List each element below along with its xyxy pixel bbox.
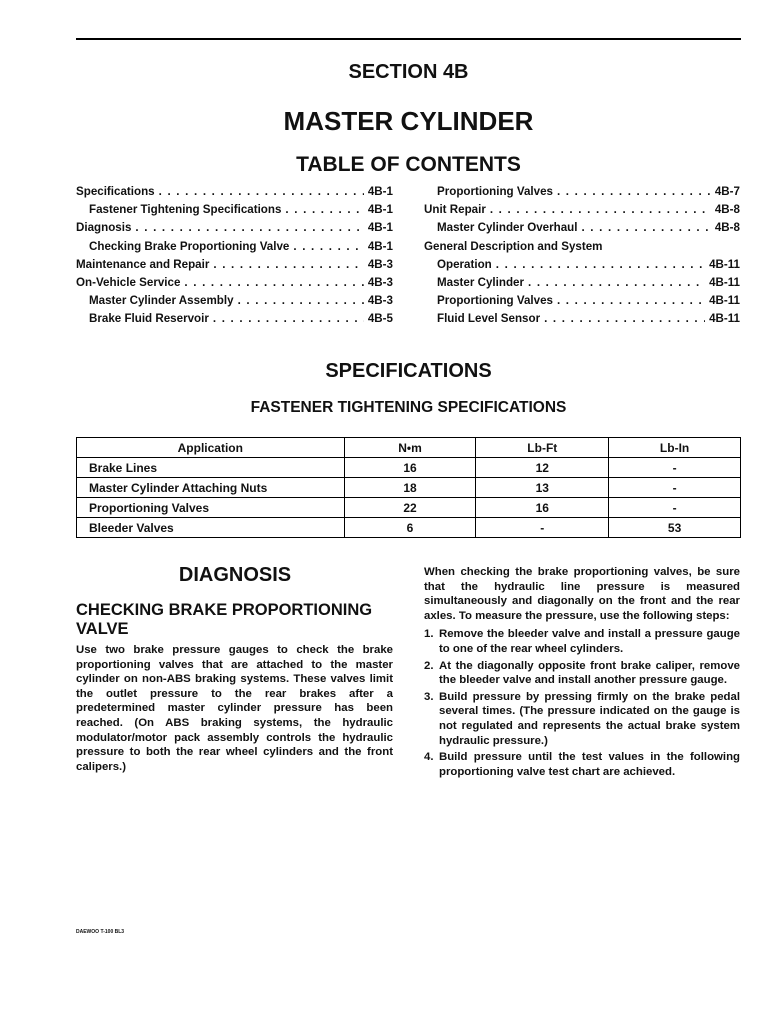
table-cell: - — [609, 498, 741, 518]
table-cell: 22 — [344, 498, 476, 518]
table-cell: 16 — [344, 458, 476, 478]
table-cell: - — [609, 458, 741, 478]
toc-entry[interactable]: Fluid Level Sensor . . . 4B-11 — [424, 310, 740, 328]
table-cell: 16 — [476, 498, 609, 518]
diagnosis-paragraph: Use two brake pressure gauges to check the brake proportioning valves that are attached to the master cylinder on non-ABS braking systems. These valves limit the outlet pressure to the rear brakes after a predetermined master cylinder pressure has been reached. (On ABS braking systems, the hydraulic modulator/motor pack assembly controls the hydraulic pressure to both the rear wheel cylinders and the front calipers.) — [76, 644, 393, 773]
toc-left-column — [76, 183, 393, 329]
toc-entry[interactable]: Master Cylinder Overhaul . . . 4B-8 — [424, 219, 740, 237]
toc-entry[interactable]: Proportioning Valves . . . 4B-11 — [424, 292, 740, 310]
table-cell: Proportioning Valves — [77, 498, 345, 518]
table-cell: - — [609, 478, 741, 498]
table-header-row — [77, 438, 741, 458]
toc-entry[interactable]: Master Cylinder . . . 4B-11 — [424, 274, 740, 292]
header-rule — [76, 38, 741, 40]
procedure-column — [424, 565, 740, 781]
toc-entry[interactable]: Unit Repair . . . 4B-8 — [424, 201, 740, 219]
toc-title: TABLE OF CONTENTS — [296, 153, 521, 176]
toc-entry[interactable]: On-Vehicle Service . . . 4B-3 — [76, 274, 393, 292]
toc-entry[interactable]: Specifications . . . 4B-1 — [76, 183, 393, 201]
list-item: 1. Remove the bleeder valve and install a pressure gauge to one of the rear wheel cylinders. — [424, 628, 740, 655]
table-row — [77, 458, 741, 478]
table-cell: Brake Lines — [77, 458, 345, 478]
toc-entry[interactable]: Maintenance and Repair . . . 4B-3 — [76, 256, 393, 274]
fastener-specs-heading: FASTENER TIGHTENING SPECIFICATIONS — [250, 399, 567, 416]
toc-entry[interactable]: Checking Brake Proportioning Valve . . . 4B-1 — [76, 238, 393, 256]
list-item: 4. Build pressure until the test values in the following proportioning valve test chart are achieved. — [424, 751, 740, 778]
toc-entry: General Description and System — [424, 239, 603, 253]
toc-entry[interactable]: Brake Fluid Reservoir . . . 4B-5 — [76, 310, 393, 328]
column-header: Application — [77, 438, 345, 458]
toc-entry[interactable]: Operation . . . 4B-11 — [424, 256, 740, 274]
table-row — [77, 518, 741, 538]
fastener-specs-table — [76, 437, 741, 538]
toc-entry[interactable]: Master Cylinder Assembly . . . 4B-3 — [76, 292, 393, 310]
footer-label: DAEWOO T-100 BL3 — [76, 929, 125, 935]
table-cell: 18 — [344, 478, 476, 498]
toc-right-column — [424, 183, 740, 329]
table-row — [77, 498, 741, 518]
toc-entry[interactable]: Proportioning Valves . . . 4B-7 — [424, 183, 740, 201]
column-header: N•m — [344, 438, 476, 458]
page-title: MASTER CYLINDER — [283, 106, 534, 136]
table-cell: 53 — [609, 518, 741, 538]
list-item: 2. At the diagonally opposite front brake caliper, remove the bleeder valve and install another pressure gauge. — [424, 659, 740, 687]
table-cell: 13 — [476, 478, 609, 498]
procedure-steps — [424, 627, 740, 779]
section-label: SECTION 4B — [348, 61, 469, 83]
table-cell: Master Cylinder Attaching Nuts — [77, 478, 345, 498]
toc-entry[interactable]: Fastener Tightening Specifications . . . 4B-1 — [76, 201, 393, 219]
table-cell: Bleeder Valves — [77, 518, 345, 538]
column-header: Lb-Ft — [476, 438, 609, 458]
procedure-intro: When checking the brake proportioning valves, be sure that the hydraulic line pressure is measured simultaneously and diagonally on the front and the rear axles. To measure the pressure, use the following steps: — [424, 566, 740, 622]
column-header: Lb-In — [609, 438, 741, 458]
list-item: 3. Build pressure by pressing firmly on the brake pedal several times. (The pressure indicated on the gauge is not regulated and represents the actual brake system hydraulic pressure.) — [424, 690, 740, 747]
table-cell: - — [476, 518, 609, 538]
table-row — [77, 478, 741, 498]
diagnosis-heading: DIAGNOSIS — [178, 564, 292, 586]
toc-entry[interactable]: Diagnosis . . . 4B-1 — [76, 219, 393, 237]
table-cell: 6 — [344, 518, 476, 538]
specifications-heading: SPECIFICATIONS — [325, 360, 492, 382]
table-cell: 12 — [476, 458, 609, 478]
checking-valve-heading: CHECKING BRAKE PROPORTIONING VALVE — [76, 601, 373, 638]
